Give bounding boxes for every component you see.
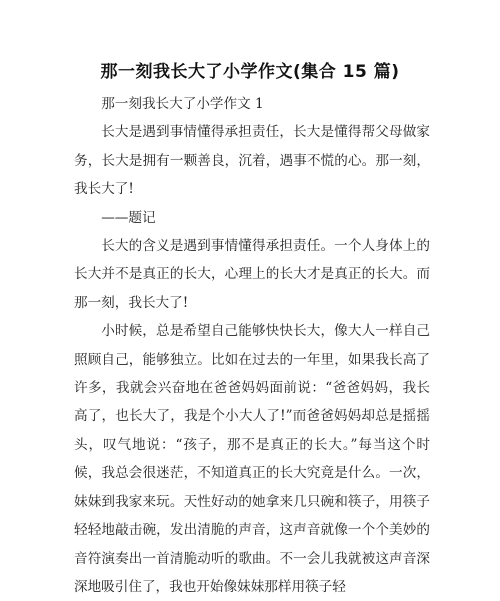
paragraph: 长大是遇到事情懂得承担责任，长大是懂得帮父母做家务，长大是拥有一颗善良，沉着，遇事不慌的心。那一刻，我长大了! — [74, 124, 430, 198]
epigraph-note: ——题记 — [101, 209, 156, 226]
paragraph: 长大的含义是遇到事情懂得承担责任。一个人身体上的长大并不是真正的长大，心理上的长大才是真正的长大。而那一刻，我长大了! — [74, 238, 430, 311]
paragraph: 小时候，总是希望自己能够快快长大，像大人一样自己照顾自己，能够独立。比如在过去的一年里，如果我长高了许多，我就会兴奋地在爸爸妈妈面前说：“爸爸妈妈，我长高了，也长大了，我是个小大人了!”而爸爸妈妈却总是摇摇头，叹气地说：“孩子，那不是真正的长大。”每当这个时候，我总会很迷茫，不知道真正的长大究竟是什么。一次，妹妹到我家来玩。天性好动的她拿来几只碗和筷子，用筷子轻轻地敲击碗，发出清脆的声音，这声音就像一个个美妙的音符演奏出一首清脆动听的歌曲。不一会儿我就被这声音深深地吸引住了，我也开始像妹妹那样用筷子轻 — [74, 323, 430, 595]
section-heading: 那一刻我长大了小学作文 1 — [101, 96, 264, 112]
document-title: 那一刻我长大了小学作文(集合 15 篇) — [100, 62, 400, 82]
document-body — [74, 90, 430, 601]
